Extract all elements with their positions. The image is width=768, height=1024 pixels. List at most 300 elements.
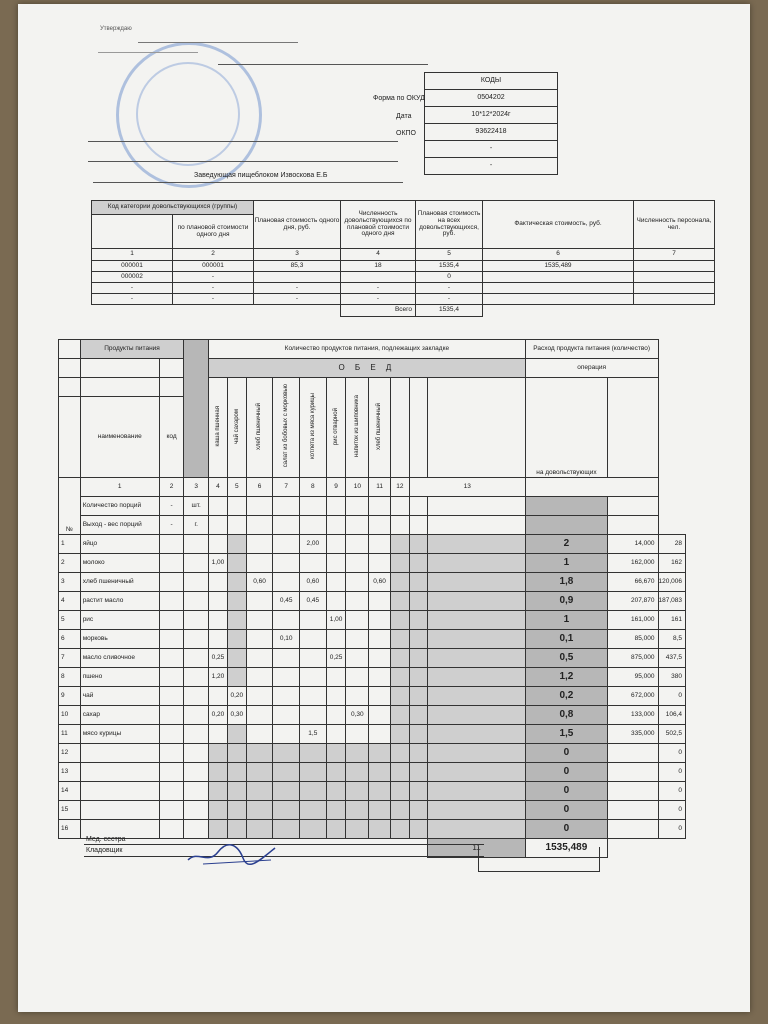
qty-cell (409, 725, 428, 744)
product-unit (184, 706, 209, 725)
product-name: пшено (80, 668, 159, 687)
qty-cell: 0,30 (346, 706, 369, 725)
row-price: 66,670 (608, 573, 659, 592)
qty-cell (227, 592, 246, 611)
product-unit (184, 725, 209, 744)
product-unit (184, 744, 209, 763)
qty-cell (246, 744, 273, 763)
table-row (59, 668, 686, 687)
cost-total-value: 1535,4 (416, 305, 483, 317)
qty-cell (428, 801, 526, 820)
qty-cell (209, 630, 228, 649)
qty-cell (273, 763, 300, 782)
table-row (59, 744, 686, 763)
row-number: 7 (59, 649, 81, 668)
row-number: 10 (59, 706, 81, 725)
qty-cell (428, 725, 526, 744)
table-row (59, 801, 686, 820)
qty-cell (326, 668, 346, 687)
qty-cell: 1,20 (209, 668, 228, 687)
cost-h-count: Численность довольствующихся по плановой стоимости одного дня (341, 201, 416, 249)
qty-cell (273, 744, 300, 763)
qty-cell (409, 554, 428, 573)
qty-cell (227, 744, 246, 763)
storekeeper-label: Кладовщик (86, 847, 123, 854)
products-h-num: № (59, 478, 81, 535)
cost-h-actual: Фактическая стоимость, руб. (483, 201, 634, 249)
qty-cell (390, 592, 409, 611)
product-name: масло сливочное (80, 649, 159, 668)
qty-cell: 1,00 (209, 554, 228, 573)
table-row (59, 630, 686, 649)
row-number: 9 (59, 687, 81, 706)
row-number: 5 (59, 611, 81, 630)
row-sum: 0 (658, 782, 686, 801)
row-number: 8 (59, 668, 81, 687)
qty-cell (369, 706, 391, 725)
row-total: 0,1 (525, 630, 607, 649)
qty-cell (273, 554, 300, 573)
qty-cell (409, 668, 428, 687)
qty-cell (409, 763, 428, 782)
product-unit (184, 687, 209, 706)
product-code (159, 687, 184, 706)
qty-cell (428, 554, 526, 573)
row-total: 0,9 (525, 592, 607, 611)
form-label: Форма по ОКУД (373, 95, 425, 102)
qty-cell (227, 801, 246, 820)
qty-cell (390, 630, 409, 649)
products-h-code: код (159, 397, 184, 478)
row-price: 335,000 (608, 725, 659, 744)
row-price: 875,000 (608, 649, 659, 668)
qty-cell (326, 630, 346, 649)
qty-cell (409, 687, 428, 706)
qty-cell (390, 554, 409, 573)
row-number: 4 (59, 592, 81, 611)
row-sum: 120,006 (658, 573, 686, 592)
qty-cell (300, 820, 327, 839)
qty-cell (273, 649, 300, 668)
qty-cell (428, 630, 526, 649)
qty-cell (390, 687, 409, 706)
qty-cell (390, 744, 409, 763)
qty-cell (273, 687, 300, 706)
product-unit (184, 554, 209, 573)
grand-total-sum: 1535,489 (525, 839, 607, 858)
portions-label: Количество порций (80, 497, 159, 516)
product-name: яйцо (80, 535, 159, 554)
row-sum: 437,5 (658, 649, 686, 668)
qty-cell (369, 592, 391, 611)
row-number: 14 (59, 782, 81, 801)
row-number: 16 (59, 820, 81, 839)
product-code (159, 801, 184, 820)
row-price: 161,000 (608, 611, 659, 630)
qty-cell (428, 706, 526, 725)
qty-cell (209, 744, 228, 763)
row-total: 1 (525, 554, 607, 573)
qty-cell (428, 535, 526, 554)
dish-5: котлета из мяса курицы (309, 393, 316, 460)
qty-cell (369, 554, 391, 573)
qty-cell (227, 782, 246, 801)
product-name: чай (80, 687, 159, 706)
qty-cell (246, 687, 273, 706)
row-total: 1,2 (525, 668, 607, 687)
table-row (59, 706, 686, 725)
qty-cell (369, 820, 391, 839)
qty-cell (326, 782, 346, 801)
qty-cell (209, 763, 228, 782)
qty-cell (326, 725, 346, 744)
qty-cell (209, 687, 228, 706)
qty-cell (326, 706, 346, 725)
qty-cell (369, 744, 391, 763)
row-number: 15 (59, 801, 81, 820)
qty-cell: 1,5 (300, 725, 327, 744)
approve-underline (138, 42, 298, 43)
dish-1: каша пшенная (214, 405, 221, 447)
qty-cell (273, 706, 300, 725)
row-sum: 0 (658, 687, 686, 706)
qty-cell (390, 801, 409, 820)
qty-cell (409, 649, 428, 668)
qty-cell (390, 668, 409, 687)
qty-cell (409, 706, 428, 725)
qty-cell (369, 687, 391, 706)
table-row (59, 611, 686, 630)
table-row (59, 687, 686, 706)
qty-cell (390, 820, 409, 839)
qty-cell (227, 763, 246, 782)
qty-cell (428, 763, 526, 782)
table-row (59, 554, 686, 573)
row-total: 1 (525, 611, 607, 630)
qty-cell (369, 649, 391, 668)
qty-cell (246, 725, 273, 744)
product-name (80, 801, 159, 820)
qty-cell (273, 535, 300, 554)
product-unit (184, 535, 209, 554)
cost-row: - - - - - (92, 283, 715, 294)
table-row (59, 649, 686, 668)
dish-7: напиток из шиповника (354, 395, 361, 458)
qty-cell (246, 782, 273, 801)
qty-cell: 0,10 (273, 630, 300, 649)
row-number: 6 (59, 630, 81, 649)
qty-cell (300, 554, 327, 573)
qty-cell (300, 649, 327, 668)
qty-cell (369, 801, 391, 820)
cost-h-staff: Численность персонала, чел. (634, 201, 715, 249)
row-sum: 0 (658, 744, 686, 763)
codes-header: КОДЫ (425, 73, 558, 90)
product-unit (184, 611, 209, 630)
qty-cell (209, 801, 228, 820)
cost-h-plan-day: Плановая стоимость одного дня, руб. (254, 201, 341, 249)
qty-cell (369, 668, 391, 687)
qty-cell (227, 554, 246, 573)
qty-cell (227, 725, 246, 744)
qty-cell (227, 649, 246, 668)
row-total: 0 (525, 744, 607, 763)
cost-h-plan-all: Плановая стоимость на всех довольствующихся, руб. (416, 201, 483, 249)
qty-cell (346, 782, 369, 801)
row-sum: 8,5 (658, 630, 686, 649)
table-row (59, 763, 686, 782)
qty-cell (326, 573, 346, 592)
qty-cell (390, 649, 409, 668)
qty-cell (326, 801, 346, 820)
qty-cell (409, 573, 428, 592)
qty-cell (369, 763, 391, 782)
qty-cell: 0,20 (209, 706, 228, 725)
row-sum: 162 (658, 554, 686, 573)
qty-cell (227, 535, 246, 554)
row-price: 207,870 (608, 592, 659, 611)
product-unit (184, 782, 209, 801)
dish-3: хлеб пшеничный (256, 402, 263, 450)
row-total: 1,8 (525, 573, 607, 592)
qty-cell (300, 668, 327, 687)
qty-cell (246, 592, 273, 611)
nurse-label: Мед. сестра (86, 836, 126, 843)
qty-cell (369, 782, 391, 801)
cost-h-by-plan: по плановой стоимости одного дня (173, 215, 254, 249)
approve-underline-2 (98, 52, 198, 53)
table-row (59, 782, 686, 801)
responsible-line: Заведующая пищеблоком Извоскова Е.Б (194, 172, 328, 179)
products-h-products: Продукты питания (80, 340, 184, 359)
row-number: 13 (59, 763, 81, 782)
qty-cell (428, 687, 526, 706)
qty-cell (390, 611, 409, 630)
product-unit (184, 763, 209, 782)
products-h-quantity: Количество продуктов питания, подлежащих закладке (209, 340, 526, 359)
qty-cell: 0,60 (300, 573, 327, 592)
product-name: растит масло (80, 592, 159, 611)
qty-cell (390, 535, 409, 554)
qty-cell (300, 630, 327, 649)
qty-cell (346, 649, 369, 668)
product-code (159, 649, 184, 668)
okpo-label: ОКПО (396, 130, 416, 137)
row-total: 0,5 (525, 649, 607, 668)
qty-cell (273, 573, 300, 592)
qty-cell: 0,60 (369, 573, 391, 592)
product-name (80, 782, 159, 801)
product-code (159, 763, 184, 782)
qty-cell (369, 630, 391, 649)
qty-cell (326, 535, 346, 554)
product-code (159, 706, 184, 725)
product-name: хлеб пшеничный (80, 573, 159, 592)
qty-cell (246, 763, 273, 782)
cost-row: - - - - - (92, 294, 715, 305)
qty-cell (409, 535, 428, 554)
row-total: 2 (525, 535, 607, 554)
qty-cell (209, 611, 228, 630)
qty-cell (326, 763, 346, 782)
row-price: 95,000 (608, 668, 659, 687)
qty-cell (409, 744, 428, 763)
title-underline (218, 64, 428, 65)
qty-cell (227, 573, 246, 592)
qty-cell (369, 535, 391, 554)
qty-cell (227, 630, 246, 649)
qty-cell (209, 725, 228, 744)
row-price (608, 782, 659, 801)
product-code (159, 554, 184, 573)
qty-cell (346, 668, 369, 687)
qty-cell (369, 611, 391, 630)
qty-cell (273, 782, 300, 801)
product-name: морковь (80, 630, 159, 649)
row-sum: 0 (658, 820, 686, 839)
qty-cell (409, 820, 428, 839)
qty-cell (246, 668, 273, 687)
qty-cell (428, 782, 526, 801)
product-name: сахар (80, 706, 159, 725)
cost-h-category: Код категории довольствующихся (группы) (92, 201, 254, 215)
row-price: 672,000 (608, 687, 659, 706)
row-price: 133,000 (608, 706, 659, 725)
qty-cell (409, 592, 428, 611)
qty-cell (409, 611, 428, 630)
qty-cell: 0,20 (227, 687, 246, 706)
product-unit (184, 630, 209, 649)
qty-cell (326, 554, 346, 573)
qty-cell (273, 725, 300, 744)
products-h-to-served: на довольствующих (525, 378, 607, 478)
qty-cell (346, 573, 369, 592)
qty-cell (346, 763, 369, 782)
qty-cell: 1,00 (326, 611, 346, 630)
qty-cell (246, 820, 273, 839)
form-code: 0504202 (425, 90, 558, 107)
row-price (608, 763, 659, 782)
product-code (159, 725, 184, 744)
row-price (608, 744, 659, 763)
product-name (80, 763, 159, 782)
qty-cell (346, 725, 369, 744)
qty-cell (209, 592, 228, 611)
codes-table: КОДЫ 0504202 10*12*2024г 93622418 - - (424, 72, 558, 175)
cost-row: 000002 - 0 (92, 272, 715, 283)
qty-cell (326, 744, 346, 763)
products-h-expense: Расход продукта питания (количество) (525, 340, 658, 359)
products-table: Продукты питания Количество продуктов питания, подлежащих закладке Расход продукта питания (количество) О Б Е Д операция каша пшенная чай сахаром хлеб пшеничный салат из бобовых с морковью котлета из мяса курицы рис отварной напиток из шиповника хлеб пшеничный на довольствующих наименование код № 1 2 3 4 5 6 7 8 9 10 11 12 13 Количество порций - шт. Выход - вес порций - г. 1 яйцо 2,00 2 14,000 28 2 молоко 1,00 1 162,000 162 3 хлеб пшеничный 0,60 0,60 0,60 1,8 66,670 120,006 4 растит масло 0,45 0,45 0,9 207,870 187,083 5 рис 1,00 1 161,000 161 6 морковь 0,10 0,1 85,000 8,5 7 масло сливочное 0,25 0,25 0,5 875,000 437,5 8 пшено 1,20 1,2 95,000 380 9 чай 0,20 0,2 672,000 0 10 сахар 0,20 0,30 0,30 0,8 133,000 106,4 11 мясо курицы 1,5 1,5 335,000 502,5 12 0 0 13 0 0 14 0 0 15 0 0 16 0 0 11 1535,489 (58, 339, 686, 858)
cost-table: Код категории довольствующихся (группы) Плановая стоимость одного дня, руб. Численность довольствующихся по плановой стоимости одного дня Плановая стоимость на всех довольствующихся, руб. Фактическая стоимость, руб. Численность персонала, чел. по плановой стоимости одного дня 1 2 3 4 5 6 7 000001 000001 85,3 18 1535,4 1535,489 000002 - 0 - - - - - - - - - - Всего 1535,4 (91, 200, 715, 317)
qty-cell (390, 573, 409, 592)
qty-cell: 0,30 (227, 706, 246, 725)
dish-6: рис отварной (332, 407, 339, 445)
qty-cell (390, 782, 409, 801)
qty-cell (409, 630, 428, 649)
row-sum: 106,4 (658, 706, 686, 725)
qty-cell (273, 668, 300, 687)
qty-cell (326, 820, 346, 839)
qty-cell (428, 592, 526, 611)
qty-cell (246, 630, 273, 649)
product-code (159, 782, 184, 801)
row-number: 11 (59, 725, 81, 744)
row-sum: 161 (658, 611, 686, 630)
table-row (59, 725, 686, 744)
qty-cell (227, 611, 246, 630)
qty-cell (209, 782, 228, 801)
qty-cell: 0,60 (246, 573, 273, 592)
table-row (59, 820, 686, 839)
qty-cell (227, 668, 246, 687)
product-code (159, 744, 184, 763)
product-unit (184, 649, 209, 668)
product-name: рис (80, 611, 159, 630)
cost-h-category-code (92, 215, 173, 249)
row-price (608, 801, 659, 820)
qty-cell (209, 573, 228, 592)
qty-cell (246, 649, 273, 668)
qty-cell (346, 611, 369, 630)
row-total: 0,2 (525, 687, 607, 706)
product-code (159, 592, 184, 611)
qty-cell: 0,25 (209, 649, 228, 668)
qty-cell (428, 573, 526, 592)
product-unit (184, 820, 209, 839)
qty-cell (273, 611, 300, 630)
row-sum: 0 (658, 801, 686, 820)
table-row (59, 535, 686, 554)
row-total: 0 (525, 763, 607, 782)
row-price (608, 820, 659, 839)
qty-cell (246, 535, 273, 554)
approve-line-1: Утверждаю (100, 26, 132, 32)
okpo-value: 93622418 (425, 124, 558, 141)
qty-cell (346, 744, 369, 763)
qty-cell (409, 801, 428, 820)
row-number: 1 (59, 535, 81, 554)
dish-4: салат из бобовых с морковью (283, 384, 290, 468)
qty-cell (246, 611, 273, 630)
product-name: мясо курицы (80, 725, 159, 744)
product-unit (184, 573, 209, 592)
qty-cell (346, 687, 369, 706)
qty-cell (428, 744, 526, 763)
cost-row: 000001 000001 85,3 18 1535,4 1535,489 (92, 261, 715, 272)
qty-cell (246, 801, 273, 820)
cost-total-label: Всего (341, 305, 416, 317)
qty-cell (326, 687, 346, 706)
products-h-meal: О Б Е Д (209, 359, 526, 378)
row-number: 2 (59, 554, 81, 573)
product-unit (184, 668, 209, 687)
product-code (159, 820, 184, 839)
product-code (159, 573, 184, 592)
table-row (59, 573, 686, 592)
qty-cell: 0,45 (300, 592, 327, 611)
row-total: 0 (525, 820, 607, 839)
qty-cell (209, 820, 228, 839)
qty-cell (300, 744, 327, 763)
signature (183, 840, 283, 870)
qty-cell: 0,25 (326, 649, 346, 668)
date-value: 10*12*2024г (425, 107, 558, 124)
row-sum: 0 (658, 763, 686, 782)
qty-cell (346, 820, 369, 839)
row-total: 0,8 (525, 706, 607, 725)
qty-cell (346, 554, 369, 573)
